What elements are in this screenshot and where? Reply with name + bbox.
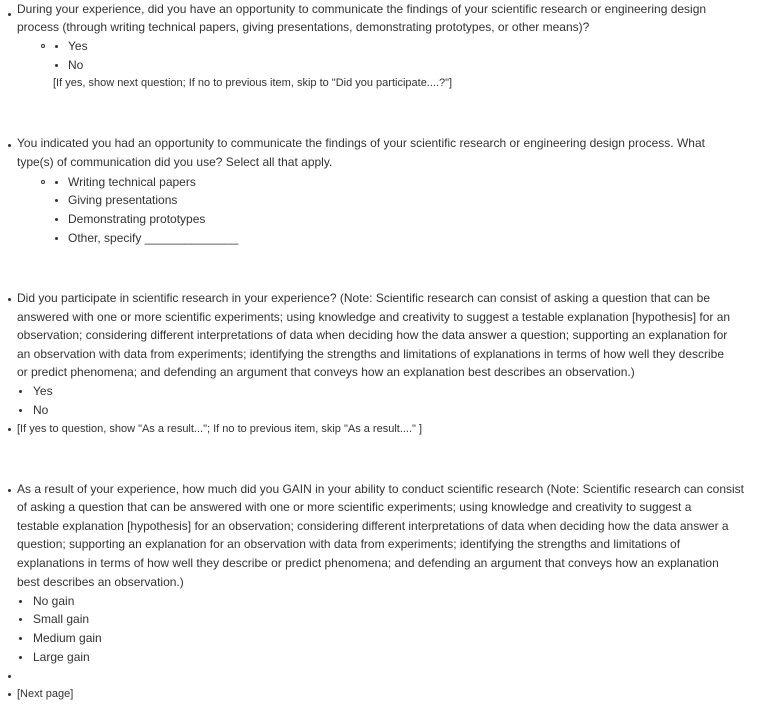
question-text-line: testable explanation [hypothesis] for an observation; considering different interpretations of data when deciding how the data answer a <box>17 519 729 533</box>
option-medium-gain[interactable]: Medium gain <box>33 631 102 645</box>
bullet-icon <box>8 144 11 147</box>
question-text-line: or predict phenomena; and defending an argument that conveys how an explanation best describes an observation.) <box>17 365 635 379</box>
bullet-icon <box>8 298 11 301</box>
bullet-icon <box>55 199 58 202</box>
question-text-line: observation; considering different interpretations of data when deciding how the data answer a question; supporting an explanation for <box>17 328 728 342</box>
option-no[interactable]: No <box>68 58 84 72</box>
bullet-icon <box>19 390 22 393</box>
option-small-gain[interactable]: Small gain <box>33 612 90 626</box>
bullet-icon <box>19 637 22 640</box>
bullet-icon <box>55 218 58 221</box>
option-writing-technical-papers[interactable]: Writing technical papers <box>68 175 196 189</box>
option-yes[interactable]: Yes <box>68 39 88 53</box>
bullet-icon <box>55 64 58 67</box>
question-text-line: Did you participate in scientific research in your experience? (Note: Scientific research can consist of asking a question that can be <box>17 291 711 305</box>
option-other-specify[interactable]: Other, specify ______________ <box>68 231 239 245</box>
skip-logic-note: [If yes to question, show "As a result..."; If no to previous item, skip "As a result...." ] <box>17 423 423 435</box>
bullet-icon <box>19 600 22 603</box>
circle-bullet-icon <box>41 44 45 48</box>
question-text-line: During your experience, did you have an opportunity to communicate the findings of your scientific research or engineering design <box>17 2 707 16</box>
question-text-line: an observation with data from experiments; identifying the strengths and limitations of explanations in terms of how well they describe <box>17 347 725 361</box>
bullet-icon <box>8 489 11 492</box>
option-yes[interactable]: Yes <box>33 384 53 398</box>
bullet-icon <box>55 45 58 48</box>
question-text-line: of asking a question that can be answered with one or more scientific experiments; using knowledge and creativity to suggest a <box>17 500 692 514</box>
question-text-line: process (through writing technical papers, giving presentations, demonstrating prototypes, or other means)? <box>17 20 590 34</box>
option-no[interactable]: No <box>33 403 49 417</box>
bullet-icon <box>19 656 22 659</box>
bullet-icon <box>19 618 22 621</box>
option-giving-presentations[interactable]: Giving presentations <box>68 193 178 207</box>
bullet-icon <box>19 409 22 412</box>
question-text-line: You indicated you had an opportunity to communicate the findings of your scientific research or engineering design process. What <box>17 136 705 150</box>
question-text-line: answered with one or more scientific experiments; using knowledge and creativity to suggest a testable explanation [hypothesis] for an <box>17 310 731 324</box>
circle-bullet-icon <box>41 180 45 184</box>
bullet-icon <box>8 13 11 16</box>
bullet-icon <box>8 428 11 431</box>
bullet-icon <box>8 675 11 678</box>
option-no-gain[interactable]: No gain <box>33 594 75 608</box>
bullet-icon <box>8 693 11 696</box>
question-text-line: best describes an observation.) <box>17 575 184 589</box>
next-page-note: [Next page] <box>17 688 74 700</box>
bullet-icon <box>55 237 58 240</box>
skip-logic-note: [If yes, show next question; If no to previous item, skip to "Did you participate....?"] <box>53 77 453 89</box>
question-text-line: question; supporting an explanation for an observation with data from experiments; identifying the strengths and limitations of <box>17 537 681 551</box>
question-text-line: explanations in terms of how well they describe or predict phenomena; and defending an argument that conveys how an explanation <box>17 556 719 570</box>
option-demonstrating-prototypes[interactable]: Demonstrating prototypes <box>68 212 206 226</box>
option-large-gain[interactable]: Large gain <box>33 650 90 664</box>
question-text-line: As a result of your experience, how much did you GAIN in your ability to conduct scientific research (Note: Scientific research can consist <box>17 482 744 496</box>
question-text-line: type(s) of communication did you use? Select all that apply. <box>17 155 333 169</box>
bullet-icon <box>55 181 58 184</box>
